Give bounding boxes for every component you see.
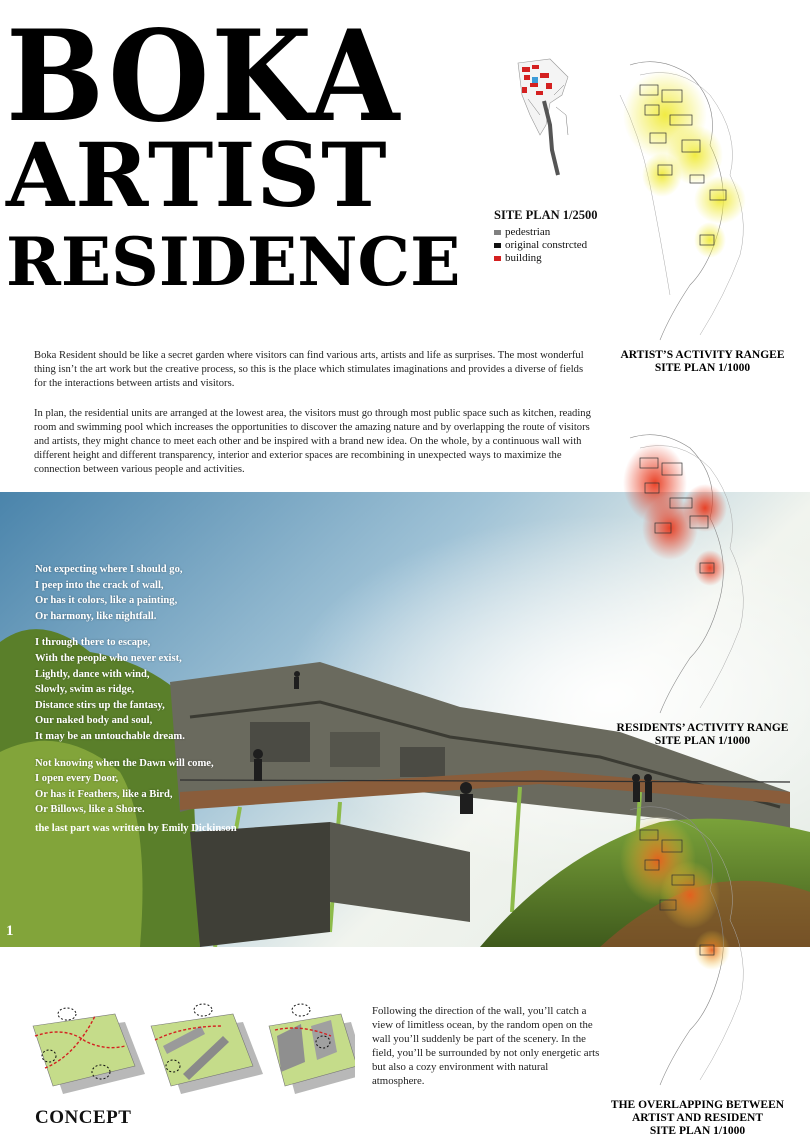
caption-line: ARTIST’S ACTIVITY RANGEE — [620, 349, 785, 361]
site-plan-title: SITE PLAN 1/2500 — [494, 208, 598, 222]
legend-label: building — [505, 252, 542, 264]
legend-item-original — [494, 239, 587, 252]
legend-label: original constrcted — [505, 239, 588, 251]
intro-paragraph-2: In plan, the residential units are arranged at the lowest area, the visitors must go through most public space such as kitchen, reading room and swimming pool which increases the opportunities to discover the amazing nature and by overlapping the route of visitors and artists, they might chance to meet each other and be inspired with a brand new idea. On the whole, by a continuous wall with different height and different transparency, interior and exterior spaces are recombining in unexpected ways to maximize the connection between various people and activities. — [34, 408, 591, 475]
concept-title: CONCEPT — [35, 1107, 132, 1128]
legend-label: pedestrian — [505, 226, 551, 238]
artist-activity-plan — [600, 55, 790, 345]
concept-diagrams — [25, 996, 355, 1096]
overlap-plan-caption — [590, 1099, 805, 1138]
concept-description: Following the direction of the wall, you’ll catch a view of limitless ocean, by the random open on the wall you’ll suddenly be part of the scenery. In the field, you’ll be surrounded by not only energetic arts but also a cozy environment with natural atmosphere. — [372, 1005, 600, 1087]
poem-stanza: Not expecting where I should go, I peep into the crack of wall, Or has it colors, like a painting, Or harmony, like nightfall. — [35, 564, 183, 622]
poem-stanza: I through there to escape, With the people who never exist, Lightly, dance with wind, Slowly, swim as ridge, Distance stirs up the fantasy, Our naked body and soul, It may be an untouchable dream. — [35, 637, 185, 742]
caption-line: SITE PLAN 1/1000 — [654, 735, 751, 747]
site-plan-small — [510, 55, 580, 185]
caption-line: SITE PLAN 1/1000 — [654, 362, 751, 374]
caption-line: ARTIST AND RESIDENT — [631, 1112, 764, 1124]
poem-credit: the last part was written by Emily Dickinson — [35, 823, 237, 834]
intro-paragraph-1: Boka Resident should be like a secret garden where visitors can find various arts, artists and life as surprises. The most wonderful thing isn’t the art work but the creative process, so this is the place which stimulates imaginations and provides a diverse of fields for the interactions between artists and visitors. — [34, 350, 584, 389]
legend-swatch — [494, 230, 501, 235]
caption-line: SITE PLAN 1/1000 — [649, 1125, 746, 1137]
artist-plan-caption — [590, 349, 810, 375]
page-number: 1 — [6, 923, 14, 939]
site-plan-legend — [494, 226, 587, 265]
poem — [35, 562, 214, 829]
residents-plan-caption — [590, 722, 810, 748]
title-line-3: RESIDENCE — [6, 223, 461, 301]
caption-line: RESIDENTS’ ACTIVITY RANGE — [616, 722, 789, 734]
legend-swatch — [494, 243, 501, 248]
legend-item-pedestrian — [494, 226, 587, 239]
poem-stanza: Not knowing when the Dawn will come, I open every Door, Or has it Feathers, like a Bird, Or Billows, like a Shore. — [35, 757, 214, 816]
legend-item-building — [494, 252, 587, 265]
title-line-2: ARTIST — [6, 123, 388, 227]
title-line-1: BOKA — [6, 3, 402, 151]
caption-line: THE OVERLAPPING BETWEEN — [610, 1099, 785, 1111]
residents-activity-plan — [600, 428, 790, 718]
overlap-plan — [600, 800, 790, 1090]
legend-swatch — [494, 256, 501, 261]
